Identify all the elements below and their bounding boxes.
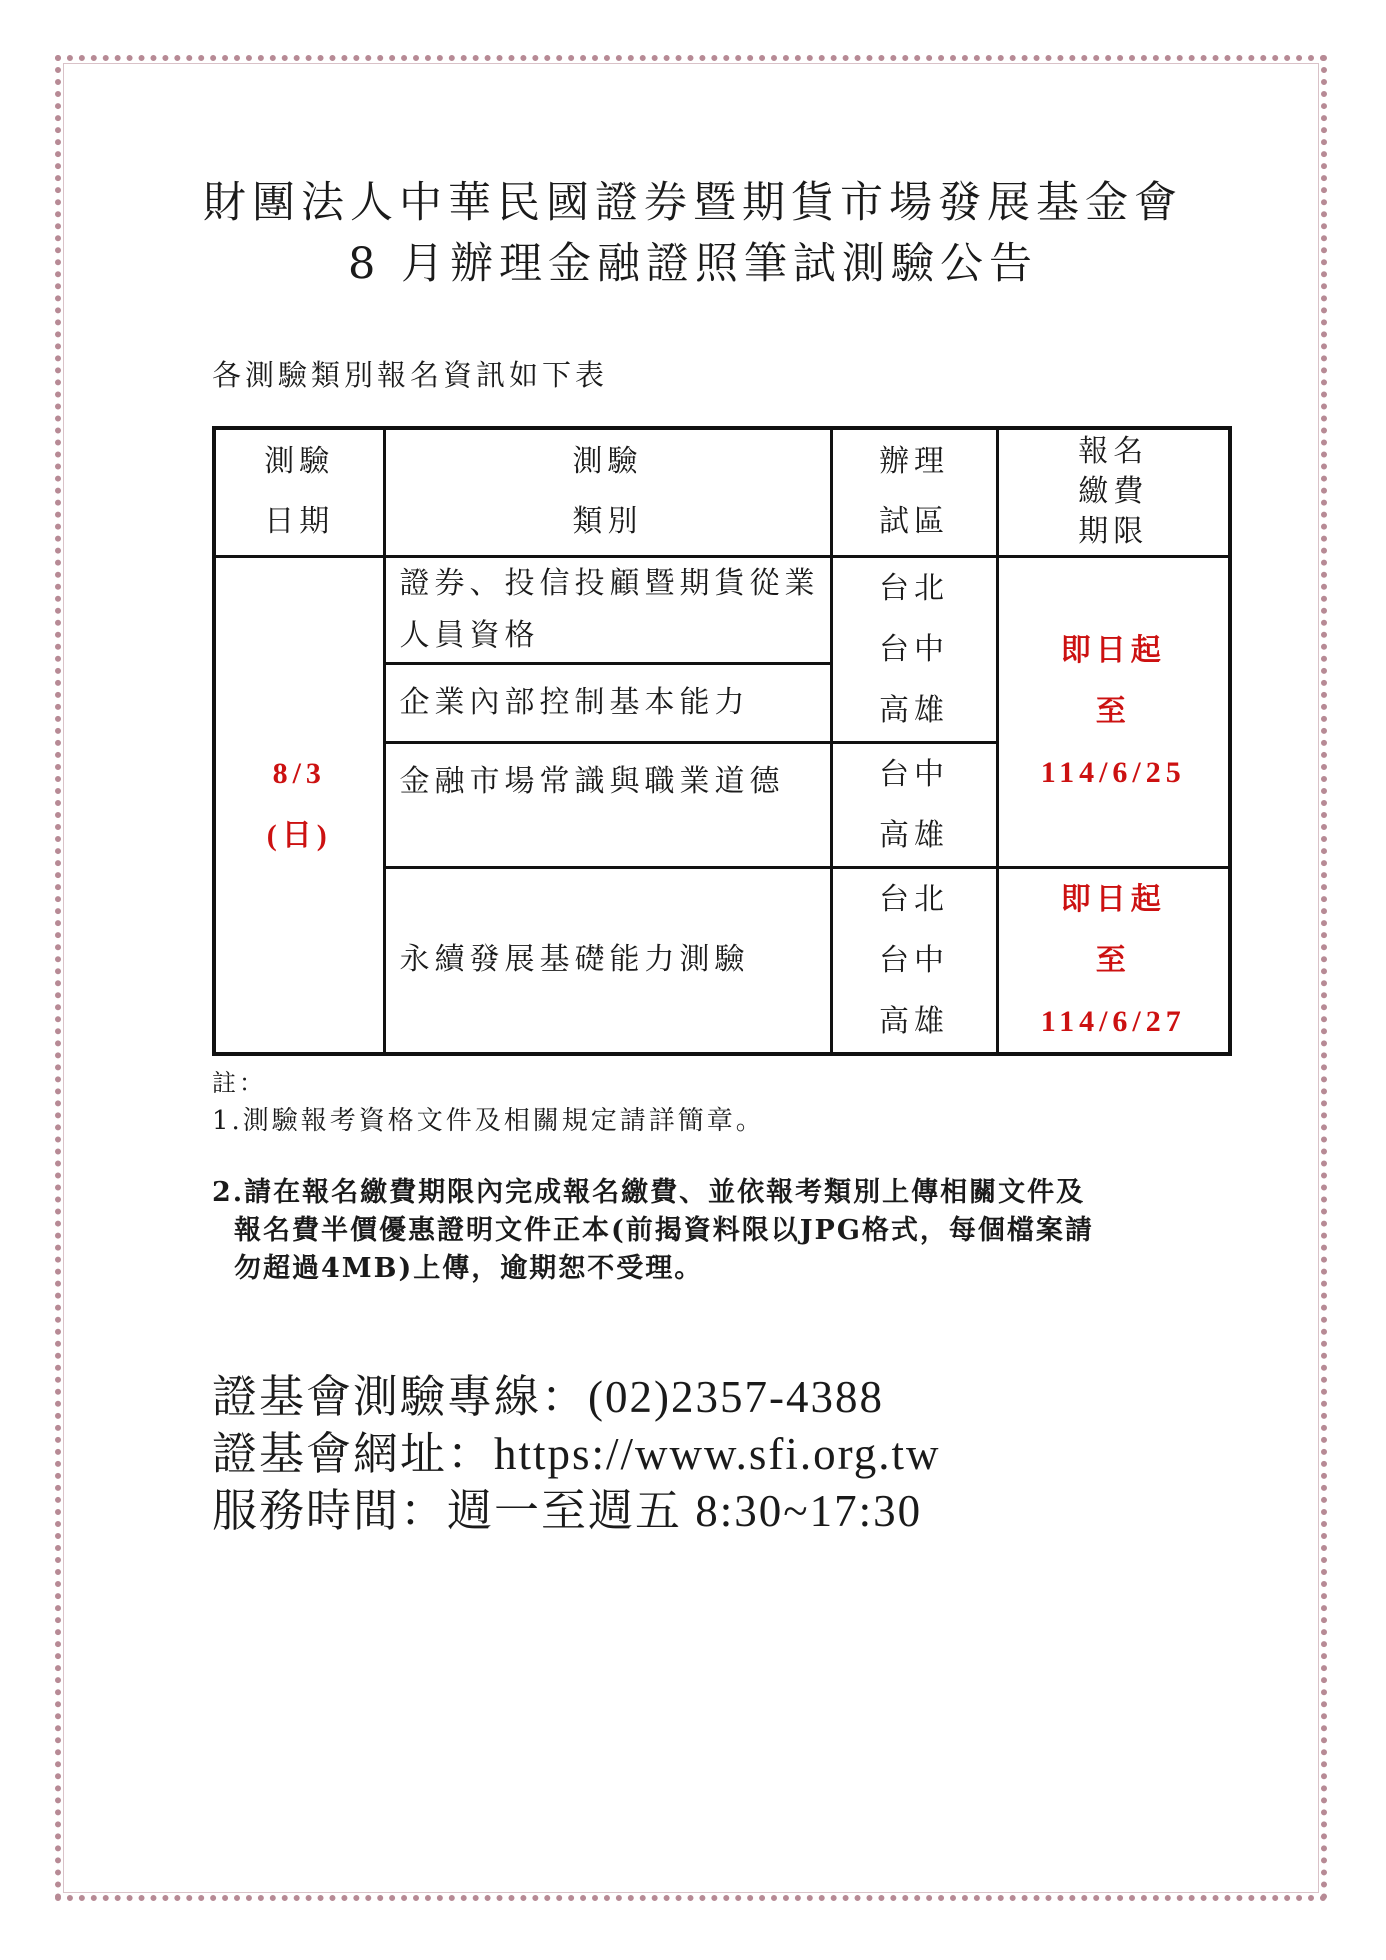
deadline-cell: 即日起 至 114/6/27 bbox=[997, 867, 1230, 1054]
intro-text: 各測驗類別報名資訊如下表 bbox=[212, 358, 609, 392]
area-cell: 台北 台中 高雄 bbox=[831, 556, 997, 742]
page-subtitle: 8 月辦理金融證照筆試測驗公告 bbox=[347, 239, 1039, 289]
service-hours: 服務時間：週一至週五 8:30~17:30 bbox=[212, 1486, 923, 1536]
deadline-cell: 即日起 至 114/6/25 bbox=[997, 556, 1230, 867]
notes-label: 註： bbox=[212, 1069, 266, 1097]
note-2: 2.請在報名繳費期限內完成報名繳費、並依報考類別上傳相關文件及 報名費半價優惠證明文件正本(前揭資料限以JPG格式，每個檔案請 勿超過4MB)上傳，逾期恕不受理。 bbox=[212, 1177, 1094, 1284]
header-exam-area: 辦理 試區 bbox=[831, 428, 997, 556]
header-registration-deadline: 報名 繳費 期限 bbox=[997, 428, 1230, 556]
contact-website: 證基會網址：https://www.sfi.org.tw bbox=[212, 1429, 941, 1479]
exam-registration-table bbox=[212, 426, 1232, 1056]
note-1: 1.測驗報考資格文件及相關規定請詳簡章。 bbox=[212, 1106, 765, 1136]
table-row: 企業內部控制基本能力 bbox=[384, 664, 831, 742]
table-row: 證券、投信投顧暨期貨從業人員資格 bbox=[384, 556, 831, 664]
area-cell: 台北 台中 高雄 bbox=[831, 867, 997, 1054]
table-row: 金融市場常識與職業道德 bbox=[384, 742, 831, 867]
table-row: 永續發展基礎能力測驗 bbox=[384, 867, 831, 1054]
header-exam-date: 測驗 日期 bbox=[214, 428, 384, 556]
exam-date-cell bbox=[214, 556, 384, 1054]
header-exam-category: 測驗 類別 bbox=[384, 428, 831, 556]
area-cell: 台中 高雄 bbox=[831, 742, 997, 867]
exam-weekday: (日) bbox=[266, 818, 332, 852]
exam-date: 8/3 bbox=[272, 756, 326, 790]
contact-phone: 證基會測驗專線：(02)2357-4388 bbox=[212, 1372, 884, 1422]
page-title: 財團法人中華民國證券暨期貨市場發展基金會 bbox=[203, 178, 1183, 228]
